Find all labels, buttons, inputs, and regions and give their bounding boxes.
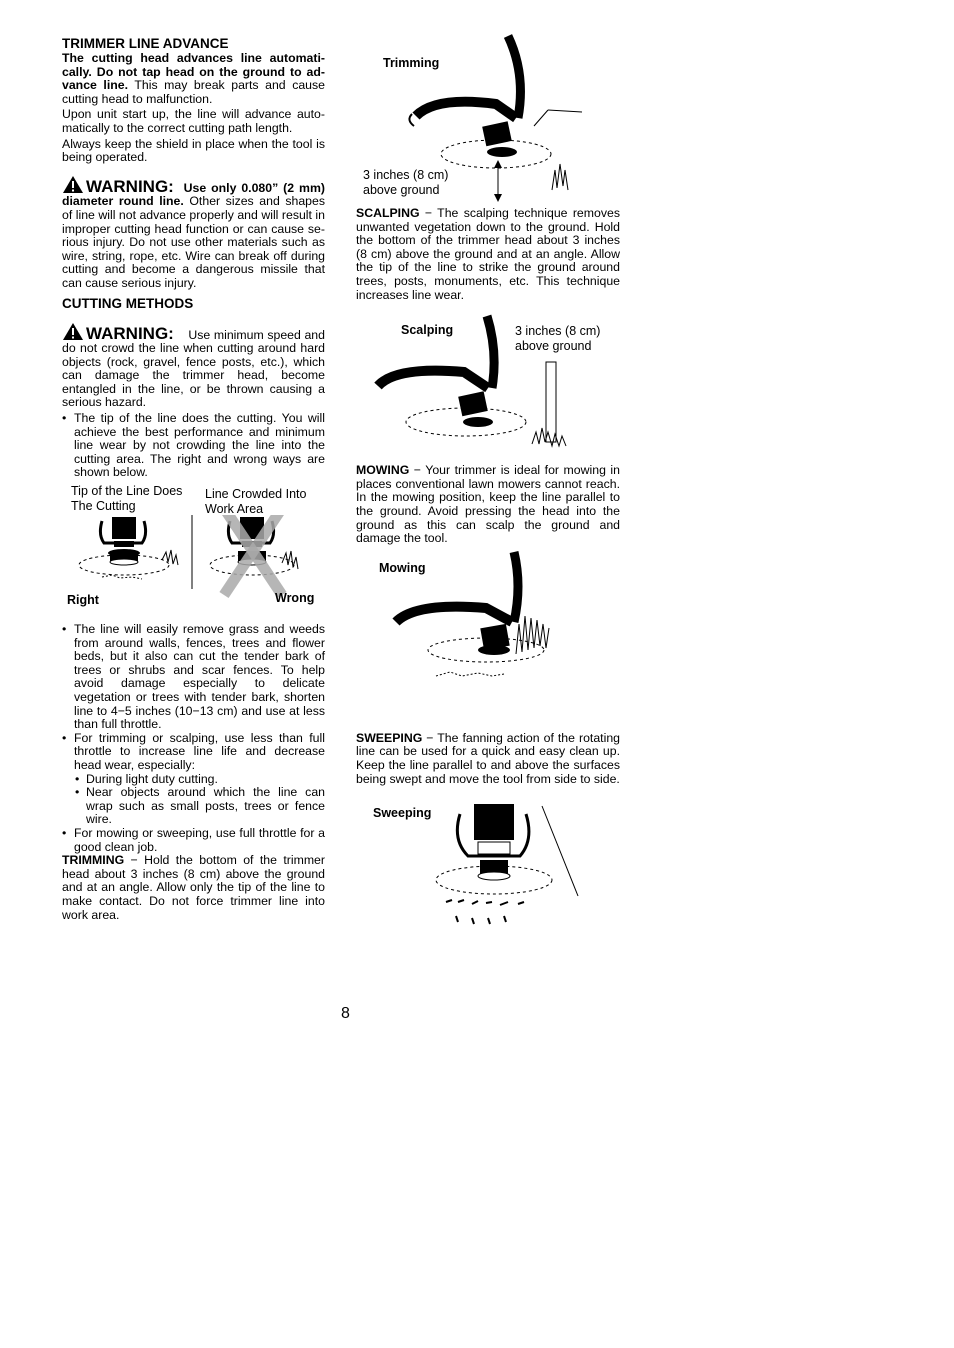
fig-crowded-label: Line Crowded Into Work Area: [205, 487, 307, 517]
fig-scalping-label: Scalping: [401, 323, 454, 338]
warning-1-label: WARNING:: [86, 176, 174, 196]
heading-cutting-methods: CUTTING METHODS: [62, 295, 194, 311]
mowing-figure: [356, 546, 620, 726]
line-advance-rest: This may break parts and cause cutting head to malfunction.: [62, 78, 326, 106]
mowing-label: MOWING: [356, 463, 410, 478]
trimming-text: − Hold the bottom of the trimmer head about 3 inches (8 cm) above the ground and at an angle. Allow only the tip of the line to make contact. Do not force trimmer line into work area.: [62, 853, 325, 922]
trimming-figure: [356, 34, 620, 202]
bullet-trimming-throttle: • For trimming or scalping, use less than full throttle to increase line life and decrease head wear, especially:: [62, 732, 325, 773]
upon-start-paragraph: Upon unit start up, the line will advance automatically to the correct cutting path length.: [62, 107, 325, 135]
trimming-paragraph: [62, 854, 325, 922]
warning-2-text: Use minimum speed and do not crowd the line when cutting around hard objects (rock, gravel, fence posts, etc.), which can damage the trimmer head, become entangled in the line, or be thrown causing a serious hazard.: [62, 327, 325, 410]
mowing-paragraph: [356, 464, 620, 546]
sub-bullet-near-objects: • Near objects around which the line can wrap such as small posts, trees or fence wire.: [62, 786, 325, 827]
sweeping-illustration: [356, 786, 620, 926]
fig-wrong-label: Wrong: [275, 591, 315, 606]
line-advance-bold: The cutting head advances line automatically. Do not tap head on the ground to advance line.: [62, 51, 325, 93]
sweeping-label: SWEEPING: [356, 730, 423, 745]
fig-scalping-height: 3 inches (8 cm) above ground: [515, 324, 601, 354]
mowing-illustration: [356, 546, 620, 726]
scalping-illustration: [356, 302, 620, 462]
fig-right-label: Right: [67, 593, 99, 608]
left-column: [62, 34, 325, 922]
scalping-label: SCALPING: [356, 206, 420, 220]
fig-trimming-label: Trimming: [383, 56, 440, 70]
sweeping-text: − The fanning action of the rotating line can be used for a quick and easy clean up. Keep the line parallel to and above the surfaces being swept and move the tool from side to side.: [356, 730, 620, 786]
heading-trimmer-line-advance: TRIMMER LINE ADVANCE: [62, 36, 229, 51]
warning-2-paragraph: [62, 322, 325, 411]
warning-2-label: WARNING:: [86, 323, 174, 343]
sweeping-figure: [356, 786, 620, 926]
shield-paragraph: Always keep the shield in place when the tool is being operated.: [62, 136, 325, 165]
warning-triangle-icon: [62, 322, 84, 341]
fig-sweeping-label: Sweeping: [373, 806, 432, 821]
warning-1-bold: Use only 0.080” (2 mm) diameter round line.: [62, 180, 325, 209]
fig-mowing-label: Mowing: [379, 560, 426, 575]
scalping-paragraph: [356, 207, 620, 302]
warning-triangle-icon: [62, 175, 84, 194]
trimming-label: TRIMMING: [62, 853, 125, 868]
fig-trimming-height: 3 inches (8 cm) above ground: [363, 168, 449, 197]
bullet-tip-of-line: • The tip of the line does the cutting. You will achieve the best performance and minimum line wear by not crowding the line into the cutting area. The right and wrong ways are shown below.: [62, 412, 325, 480]
right-wrong-figure: [62, 480, 325, 620]
warning-1-rest: Other sizes and shapes of line will not advance properly and will result in improper cutting head function or can cause serious injury. Do not use other materials such as wire, string, rope, etc. Wire can break off during cutting and become a dangerous missile that can cause serious injury.: [62, 194, 325, 290]
fig-tip-label: Tip of the Line Does The Cutting: [71, 484, 183, 514]
sweeping-paragraph: [356, 732, 620, 786]
sub-bullet-light-duty: • During light duty cutting.: [62, 773, 325, 787]
scalping-text: − The scalping technique removes unwanted vegetation down to the ground. Hold the bottom of the trimmer head about 3 inches (8 cm) above the ground and at an angle. Allow the tip of the line to strike the ground around trees, posts, monuments, etc. This technique increases line wear.: [356, 206, 620, 302]
bullet-grass: • The line will easily remove grass and weeds from around walls, fences, trees and flower beds, but it also can cut the tender bark of trees or shrubs and scar fences. To help avoid damage especially to delicate vegetation or trees with tender bark, shorten line to 4−5 inches (10−13 cm) and use at less than full throttle.: [62, 623, 325, 732]
line-advance-paragraph: [62, 52, 325, 106]
scalping-figure: [356, 302, 620, 462]
warning-1-paragraph: [62, 175, 325, 291]
right-column: [356, 34, 620, 926]
mowing-text: − Your trimmer is ideal for mowing in places conventional lawn mowers cannot reach. In the mowing position, keep the line parallel to the ground. Avoid pressing the head into the ground as this can scalp the ground and damage the tool.: [356, 463, 620, 546]
page-number: 8: [341, 1005, 350, 1022]
bullet-mowing-throttle: • For mowing or sweeping, use full throttle for a good clean job.: [62, 827, 325, 854]
